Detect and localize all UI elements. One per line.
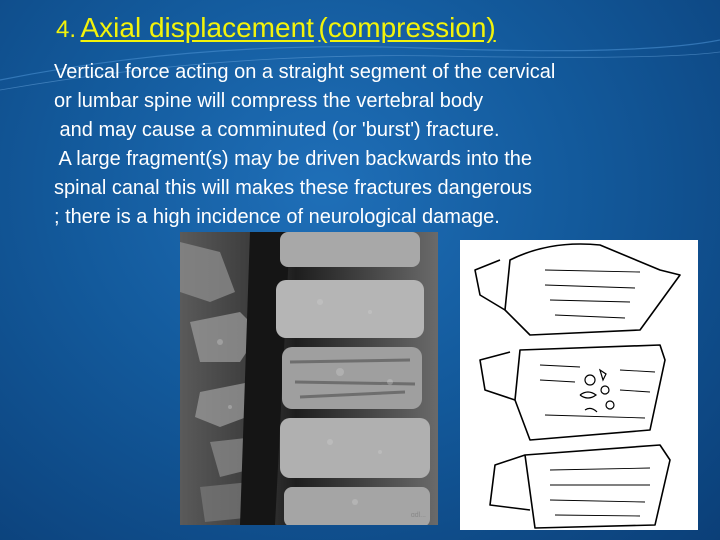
body-line: A large fragment(s) may be driven backwards into the xyxy=(54,148,533,170)
ct-scan-image xyxy=(180,232,438,525)
ct-scan-graphic xyxy=(180,232,438,525)
ct-watermark: ɑdl... xyxy=(410,512,426,519)
title-main: Axial displacement xyxy=(80,12,314,43)
body-line: spinal canal this will makes these fractures dangerous xyxy=(54,177,533,199)
slide-body xyxy=(54,58,694,232)
title-number: 4. xyxy=(56,16,77,43)
body-line: or lumbar spine will compress the vertebral body xyxy=(54,90,484,112)
body-line: ; there is a high incidence of neurological damage. xyxy=(54,206,500,228)
body-line: and may cause a comminuted (or 'burst') fracture. xyxy=(54,119,500,141)
vertebra-drawing xyxy=(460,240,698,530)
slide-title xyxy=(56,12,676,44)
body-line: Vertical force acting on a straight segment of the cervical xyxy=(54,61,556,83)
vertebra-sketch xyxy=(460,240,698,530)
title-parenthetical: (compression) xyxy=(318,12,496,43)
